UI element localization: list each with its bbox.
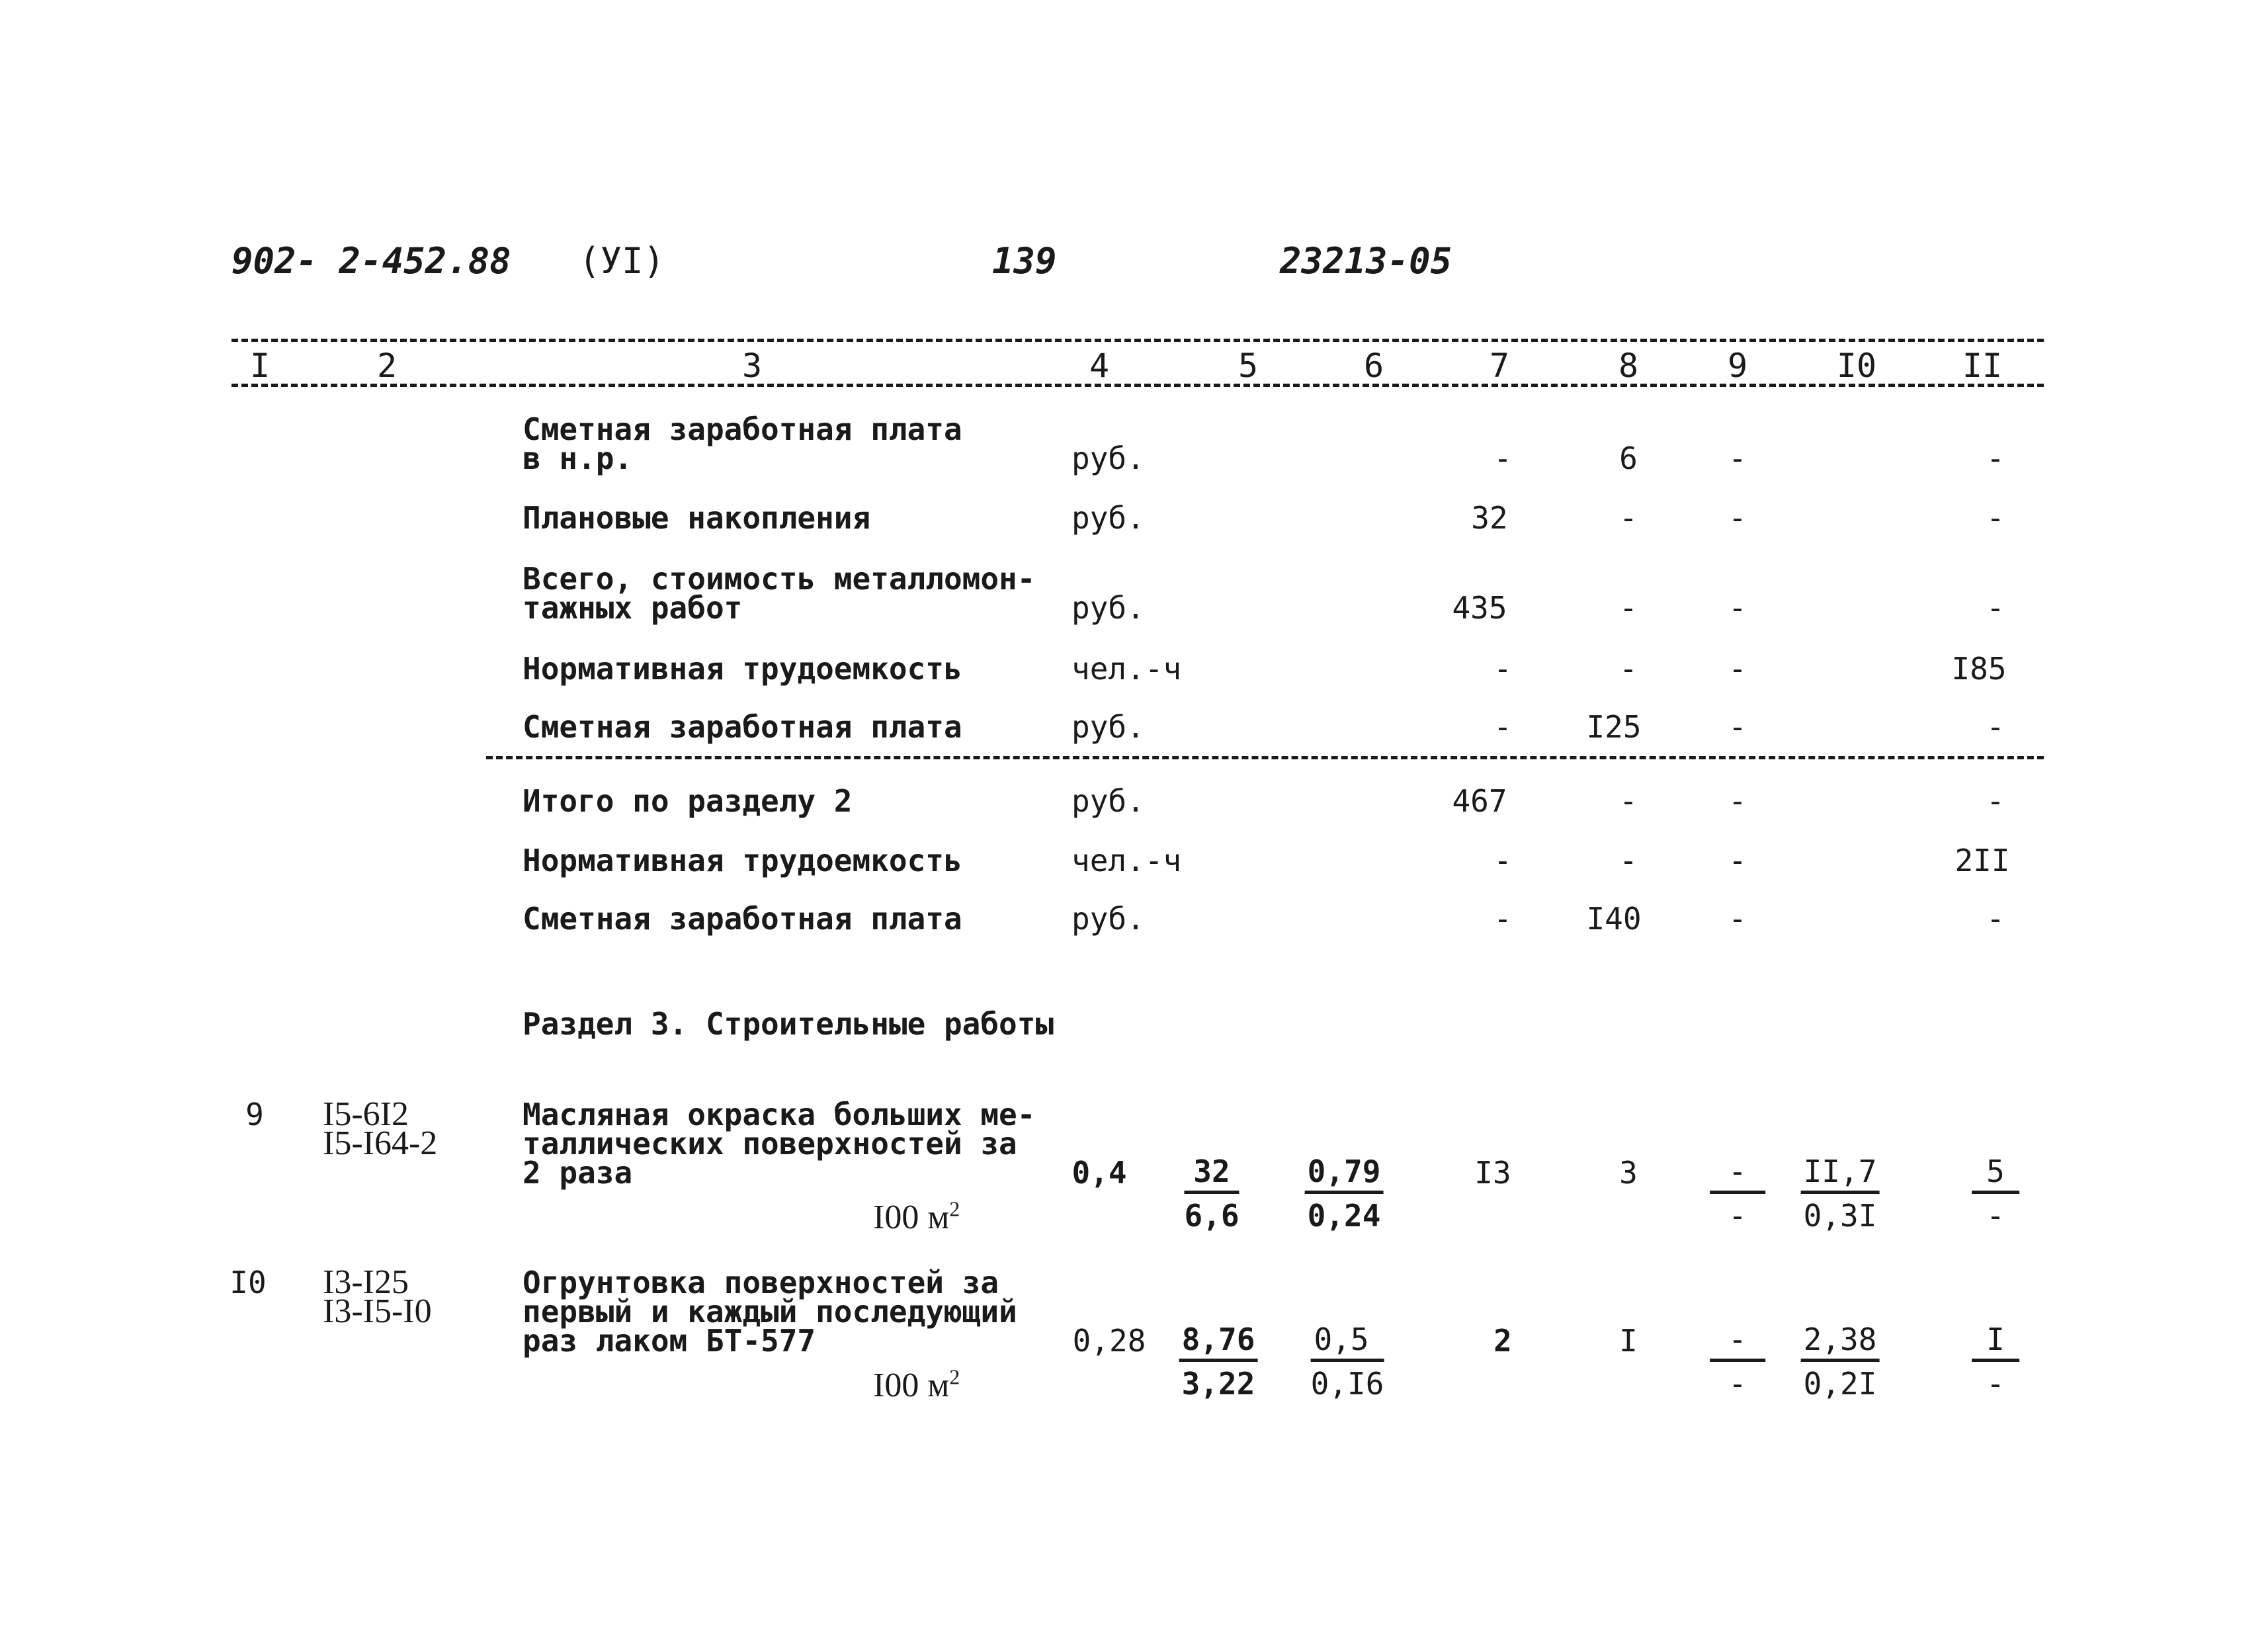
row-unit: руб.: [1071, 783, 1145, 819]
col-header-4: 4: [1089, 347, 1110, 385]
row-col8: -: [1619, 651, 1638, 687]
fraction-numerator: 0,5: [1311, 1324, 1384, 1362]
item-desc: таллических поверхностей за: [523, 1126, 1017, 1161]
col-header-10: I0: [1836, 347, 1877, 385]
row-name: Плановые накопления: [523, 500, 871, 536]
row-col8: -: [1619, 590, 1638, 626]
fraction-numerator: 2,38: [1801, 1324, 1880, 1362]
row-col7: -: [1493, 651, 1512, 687]
item-desc: первый и каждый последующий: [523, 1294, 1017, 1329]
item-col9-fraction: [1710, 1322, 1765, 1402]
row-col9: -: [1728, 651, 1747, 687]
row-unit: руб.: [1071, 709, 1145, 745]
row-col9: -: [1728, 783, 1747, 819]
row-name: Всего, стоимость металломон-: [523, 561, 1036, 597]
doc-part: (УI): [579, 240, 665, 282]
row-name: Сметная заработная плата: [523, 411, 962, 447]
item-desc: 2 раза: [523, 1155, 633, 1191]
fraction-denominator: 6,6: [1184, 1198, 1239, 1234]
totals-separator: [486, 756, 2044, 759]
col-header-3: 3: [741, 347, 763, 385]
item-unit: [873, 1365, 960, 1404]
item-code: I5-I64-2: [323, 1124, 438, 1162]
item-col8: I: [1619, 1323, 1638, 1359]
row-col9: -: [1728, 500, 1747, 536]
item-col7: I3: [1474, 1155, 1511, 1191]
fraction-denominator: 0,2I: [1803, 1366, 1877, 1402]
doc-code: 902- 2-452.88: [231, 240, 511, 282]
fraction-numerator: II,7: [1801, 1156, 1880, 1194]
row-col8: I25: [1586, 709, 1642, 745]
item-code: I5-6I2: [323, 1095, 409, 1133]
col-header-8: 8: [1618, 347, 1639, 385]
item-desc: Огрунтовка поверхностей за: [523, 1265, 999, 1300]
fraction-numerator: 0,79: [1305, 1156, 1384, 1194]
item-col10-fraction: [1801, 1322, 1880, 1402]
row-col11: I85: [1951, 651, 2007, 687]
row-unit: чел.-ч: [1071, 651, 1182, 687]
item-unit-sup: 2: [949, 1197, 960, 1221]
fraction-numerator: 8,76: [1179, 1324, 1258, 1362]
item-number: 9: [245, 1097, 264, 1132]
item-col11-fraction: [1972, 1322, 2019, 1402]
item-desc: Масляная окраска больших ме-: [523, 1097, 1036, 1132]
fraction-numerator: 5: [1972, 1156, 2019, 1194]
page-number: 139: [992, 240, 1057, 282]
fraction-numerator: 32: [1184, 1156, 1239, 1194]
col-header-7: 7: [1489, 347, 1510, 385]
col-header-9: 9: [1727, 347, 1748, 385]
item-unit: [873, 1197, 960, 1236]
row-name: Сметная заработная плата: [523, 709, 962, 745]
row-col7: -: [1493, 709, 1512, 745]
item-col11-fraction: [1972, 1154, 2019, 1234]
row-col7: -: [1493, 901, 1512, 937]
row-col11: -: [1986, 783, 2005, 819]
row-col7: 435: [1452, 590, 1507, 626]
fraction-denominator: -: [1728, 1198, 1747, 1234]
item-unit-text: I00 м: [873, 1199, 950, 1236]
row-name: Нормативная трудоемкость: [523, 651, 962, 687]
item-number: I0: [230, 1265, 267, 1300]
header-rule-bottom: [231, 384, 2044, 387]
item-col5-fraction: [1179, 1322, 1258, 1402]
row-name: Итого по разделу 2: [523, 783, 853, 819]
item-col8: 3: [1619, 1155, 1638, 1191]
item-col9-fraction: [1710, 1154, 1765, 1234]
row-unit: руб.: [1071, 441, 1145, 476]
row-col7: -: [1493, 441, 1512, 476]
col-header-2: 2: [376, 347, 398, 385]
row-unit: руб.: [1071, 901, 1145, 937]
row-col7: 467: [1452, 783, 1507, 819]
row-col7: 32: [1471, 500, 1508, 536]
row-col11: -: [1986, 441, 2005, 476]
fraction-denominator: -: [1986, 1198, 2005, 1234]
row-unit: чел.-ч: [1071, 843, 1182, 878]
fraction-denominator: -: [1986, 1366, 2005, 1402]
item-desc: раз лаком БТ-577: [523, 1323, 816, 1359]
col-header-11: II: [1962, 347, 2003, 385]
row-unit: руб.: [1071, 590, 1145, 626]
row-col7: -: [1493, 843, 1512, 878]
row-name: Сметная заработная плата: [523, 901, 962, 937]
row-col9: -: [1728, 590, 1747, 626]
row-col8: -: [1619, 783, 1638, 819]
row-col9: -: [1728, 441, 1747, 476]
fraction-denominator: 0,I6: [1310, 1366, 1384, 1402]
item-col7: 2: [1493, 1323, 1512, 1359]
section-title: Раздел 3. Строительные работы: [523, 1006, 1054, 1042]
fraction-numerator: -: [1710, 1156, 1765, 1194]
row-col9: -: [1728, 901, 1747, 937]
row-col11: -: [1986, 500, 2005, 536]
row-name: тажных работ: [523, 590, 743, 626]
row-col8: 6: [1619, 441, 1638, 476]
row-col9: -: [1728, 709, 1747, 745]
item-unit-sup: 2: [949, 1365, 960, 1389]
fraction-denominator: -: [1728, 1366, 1747, 1402]
item-col5-fraction: [1184, 1154, 1239, 1234]
item-code: I3-I25: [323, 1263, 409, 1301]
item-col4: 0,4: [1071, 1155, 1127, 1191]
item-col4: 0,28: [1072, 1323, 1146, 1359]
item-col6-fraction: [1305, 1154, 1384, 1234]
row-col11: -: [1986, 590, 2005, 626]
sheet-code: 23213-05: [1280, 240, 1452, 282]
row-col11: -: [1986, 901, 2005, 937]
item-code: I3-I5-I0: [323, 1292, 432, 1330]
item-col10-fraction: [1801, 1154, 1880, 1234]
row-col9: -: [1728, 843, 1747, 878]
row-name: в н.р.: [523, 441, 633, 476]
col-header-1: I: [249, 347, 271, 385]
fraction-denominator: 3,22: [1181, 1366, 1255, 1402]
row-unit: руб.: [1071, 500, 1145, 536]
row-col8: -: [1619, 500, 1638, 536]
row-col11: -: [1986, 709, 2005, 745]
col-header-5: 5: [1238, 347, 1259, 385]
header-rule-top: [231, 339, 2044, 342]
fraction-denominator: 0,24: [1307, 1198, 1381, 1234]
row-col8: I40: [1586, 901, 1642, 937]
row-col8: -: [1619, 843, 1638, 878]
item-col6-fraction: [1310, 1322, 1384, 1402]
fraction-numerator: -: [1710, 1324, 1765, 1362]
item-unit-text: I00 м: [873, 1367, 950, 1404]
fraction-denominator: 0,3I: [1803, 1198, 1877, 1234]
row-name: Нормативная трудоемкость: [523, 843, 962, 878]
fraction-numerator: I: [1972, 1324, 2019, 1362]
row-col11: 2II: [1954, 843, 2010, 878]
col-header-6: 6: [1363, 347, 1384, 385]
